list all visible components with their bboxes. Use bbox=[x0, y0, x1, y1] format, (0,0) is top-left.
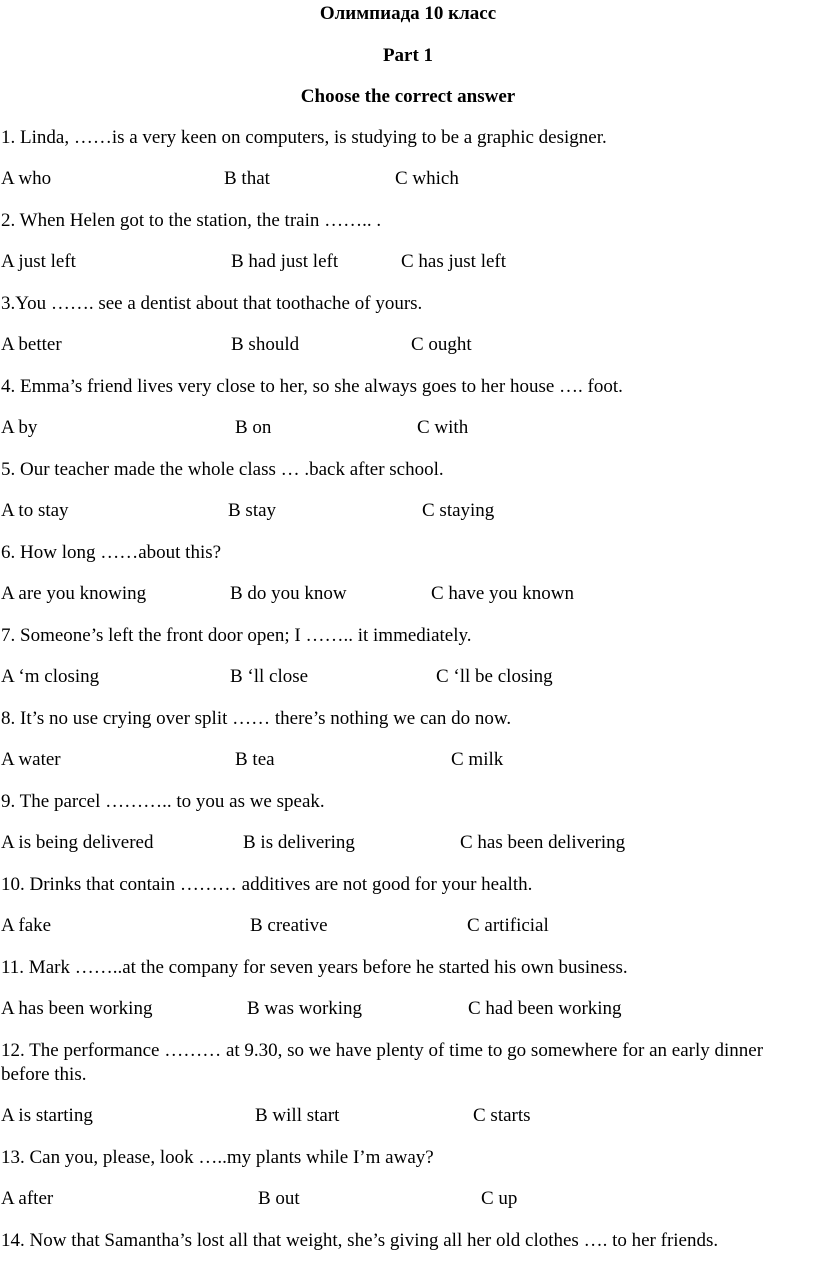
question-3-option-a: A better bbox=[1, 334, 62, 355]
question-5-option-a: A to stay bbox=[1, 500, 69, 521]
question-9-option-a: A is being delivered bbox=[1, 832, 154, 853]
question-4-option-a: A by bbox=[1, 417, 38, 438]
question-6-option-b: B do you know bbox=[230, 583, 347, 604]
question-13-option-a: A after bbox=[1, 1188, 54, 1209]
question-5-text: 5. Our teacher made the whole class … .back after school. bbox=[1, 459, 444, 480]
question-1-option-b: B that bbox=[224, 168, 270, 189]
question-1-text: 1. Linda, ……is a very keen on computers, is studying to be a graphic designer. bbox=[1, 127, 607, 148]
question-7-option-b: B ‘ll close bbox=[230, 666, 309, 687]
question-8-option-a: A water bbox=[1, 749, 61, 770]
question-4-text: 4. Emma’s friend lives very close to her, so she always goes to her house …. foot. bbox=[1, 376, 623, 397]
question-4-option-b: B on bbox=[235, 417, 272, 438]
question-1-option-c: C which bbox=[395, 168, 459, 189]
question-8-option-b: B tea bbox=[235, 749, 275, 770]
question-13-option-b: B out bbox=[258, 1188, 300, 1209]
question-3-option-b: B should bbox=[231, 334, 300, 355]
question-5-option-b: B stay bbox=[228, 500, 277, 521]
question-6-option-c: C have you known bbox=[431, 583, 575, 604]
question-11-option-c: C had been working bbox=[468, 998, 622, 1019]
question-8-text: 8. It’s no use crying over split …… there’s nothing we can do now. bbox=[1, 708, 512, 729]
question-12-option-c: C starts bbox=[473, 1105, 531, 1126]
question-6-text: 6. How long ……about this? bbox=[1, 542, 222, 563]
question-2-option-c: C has just left bbox=[401, 251, 507, 272]
question-10-text: 10. Drinks that contain ……… additives are not good for your health. bbox=[1, 874, 533, 895]
question-4-option-c: C with bbox=[417, 417, 469, 438]
question-7-option-a: A ‘m closing bbox=[1, 666, 100, 687]
question-8-option-c: C milk bbox=[451, 749, 504, 770]
question-13-text: 13. Can you, please, look …..my plants while I’m away? bbox=[1, 1147, 434, 1168]
question-9-option-c: C has been delivering bbox=[460, 832, 626, 853]
question-2-option-a: A just left bbox=[1, 251, 76, 272]
question-11-option-a: A has been working bbox=[1, 998, 153, 1019]
question-11-text: 11. Mark ……..at the company for seven years before he started his own business. bbox=[1, 957, 628, 978]
question-11-option-b: B was working bbox=[247, 998, 363, 1019]
question-10-option-a: A fake bbox=[1, 915, 52, 936]
question-13-option-c: C up bbox=[481, 1188, 518, 1209]
question-7-text: 7. Someone’s left the front door open; I …….. it immediately. bbox=[1, 625, 472, 646]
question-3-text: 3.You ……. see a dentist about that toothache of yours. bbox=[1, 293, 423, 314]
question-10-option-c: C artificial bbox=[467, 915, 549, 936]
question-6-option-a: A are you knowing bbox=[1, 583, 147, 604]
question-2-option-b: B had just left bbox=[231, 251, 339, 272]
question-14-text: 14. Now that Samantha’s lost all that weight, she’s giving all her old clothes …. to her friends. bbox=[1, 1230, 719, 1251]
page-title: Олимпиада 10 класс bbox=[319, 3, 497, 24]
question-2-text: 2. When Helen got to the station, the train …….. . bbox=[1, 210, 382, 231]
question-1-option-a: A who bbox=[1, 168, 52, 189]
question-10-option-b: B creative bbox=[250, 915, 328, 936]
question-5-option-c: C staying bbox=[422, 500, 495, 521]
question-9-text: 9. The parcel ……….. to you as we speak. bbox=[1, 791, 325, 812]
question-12-option-a: A is starting bbox=[1, 1105, 93, 1126]
instruction-heading: Choose the correct answer bbox=[300, 86, 516, 107]
part-heading: Part 1 bbox=[382, 45, 434, 66]
question-7-option-c: C ‘ll be closing bbox=[436, 666, 553, 687]
question-9-option-b: B is delivering bbox=[243, 832, 355, 853]
question-3-option-c: C ought bbox=[411, 334, 472, 355]
question-12-text: 12. The performance ……… at 9.30, so we have plenty of time to go somewhere for an early dinner before this. bbox=[1, 1040, 764, 1085]
question-12-option-b: B will start bbox=[255, 1105, 340, 1126]
